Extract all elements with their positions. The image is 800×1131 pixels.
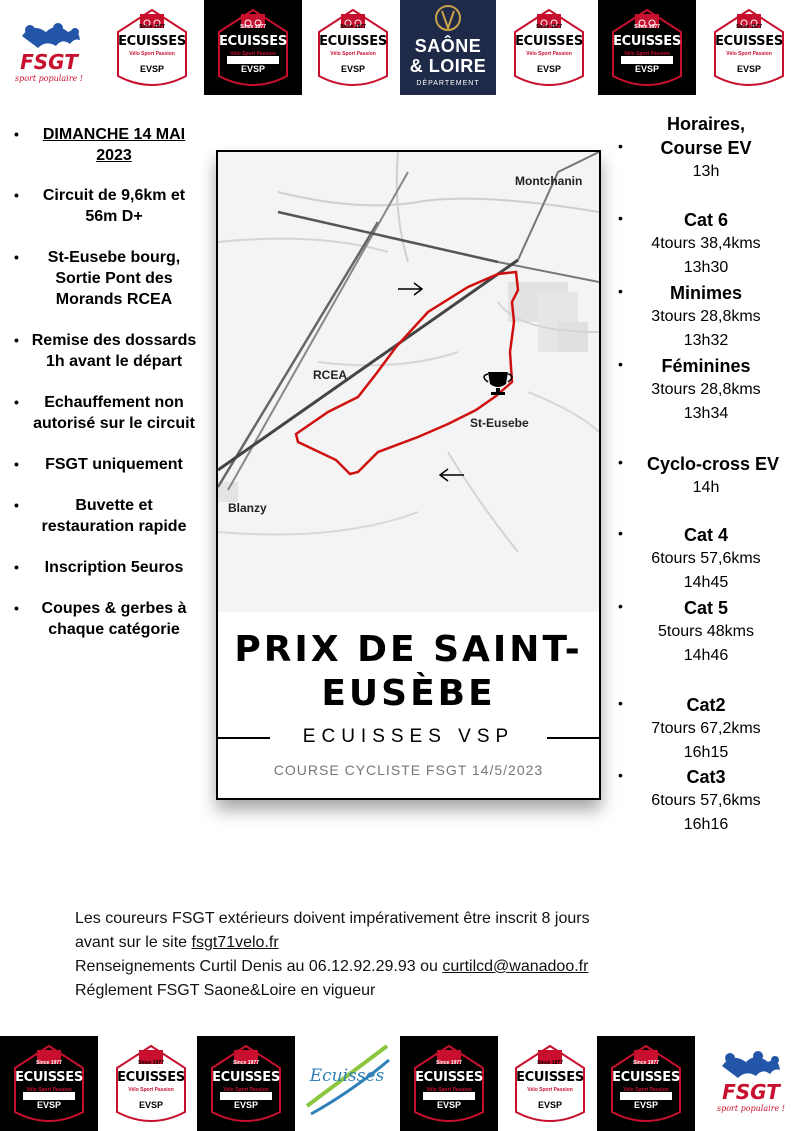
club-name: ECUISSES [212,1070,280,1085]
club-since: Since 1977 [233,1060,259,1066]
schedule-head: Cat 6 [683,210,728,230]
event-info-list [8,124,198,640]
club-name: ECUISSES [118,34,186,49]
club-name: ECUISSES [117,1070,185,1085]
schedule-time: 16h16 [683,816,729,833]
schedule-item: • Cyclo-cross EV 14h [612,452,800,500]
club-since: Since 1977 [536,24,562,30]
warmup-rule: • Echauffement non autorisé sur le circuit [8,392,198,434]
club-logo [597,1036,695,1131]
schedule-head: Minimes [669,283,743,303]
club-short: EVSP [233,1100,258,1110]
map-label-blanzy: Blanzy [228,501,267,515]
schedule-head: Cat 4 [683,525,728,545]
club-short: EVSP [537,1100,562,1110]
club-tag: Vélo Sport Passion [623,1087,669,1093]
club-tag: Vélo Sport Passion [129,51,175,57]
club-name: ECUISSES [219,34,287,49]
schedule-distance: 3tours 28,8kms [651,308,761,325]
bib-pickup: • Remise des dossards 1h avant le départ [8,330,198,372]
schedule-item: • Cat 6 4tours 38,4kms 13h30 [612,208,800,280]
prizes: • Coupes & gerbes à chaque catégorie [8,598,198,640]
club-logo [204,0,302,95]
club-tag: Vélo Sport Passion [426,1087,472,1093]
fsgt-only: • FSGT uniquement [8,454,198,475]
club-short: EVSP [240,64,265,74]
schedule-item: • Cat 4 6tours 57,6kms 14h45 [612,523,800,595]
circuit-info: • Circuit de 9,6km et 56m D+ [8,185,198,227]
fsgt-name: FSGT [20,50,78,74]
start-location: • St-Eusebe bourg, Sortie Pont des Morands RCEA [8,247,198,310]
refreshments: • Buvette et restauration rapide [8,495,198,537]
club-logo [700,0,798,95]
club-tag: Vélo Sport Passion [223,1087,269,1093]
club-since: Since 1977 [436,1060,462,1066]
club-logo [304,0,402,95]
schedule-head: Féminines [661,356,751,376]
info-line4: Réglement FSGT Saone&Loire en vigueur [75,982,376,999]
fsgt-logo [0,0,98,95]
club-name: ECUISSES [415,1070,483,1085]
map-label-rcea: RCEA [313,368,348,382]
club-name: ECUISSES [612,1070,680,1085]
club-short: EVSP [634,64,659,74]
dept-line3: DÉPARTEMENT [416,80,480,87]
schedule-time: 16h15 [683,744,729,761]
schedule-item: • Horaires, Course EV 13h [612,112,800,184]
club-name: ECUISSES [613,34,681,49]
info-line2 [75,931,735,955]
club-name: ECUISSES [15,1070,83,1085]
fsgt-slogan: sport populaire ! [14,74,84,83]
schedule-distance: 3tours 28,8kms [651,381,761,398]
schedule-time: 14h45 [683,574,729,591]
map-label-st-eusebe: St-Eusebe [470,416,529,430]
club-since: Since 1977 [138,1060,164,1066]
club-tag: Vélo Sport Passion [624,51,670,57]
club-since: Since 1977 [736,24,762,30]
schedule-item: • Cat 5 5tours 48kms 14h46 [612,596,800,668]
club-logo [501,1036,599,1131]
bottom-logo-row [0,1036,800,1131]
club-tag: Vélo Sport Passion [330,51,376,57]
club-short: EVSP [536,64,561,74]
club-tag: Vélo Sport Passion [726,51,772,57]
dept-line2: & LOIRE [409,56,487,76]
fsgt-logo [702,1036,800,1131]
email-link[interactable]: curtilcd@wanadoo.fr [442,958,589,975]
club-name: ECUISSES [715,34,783,49]
club-logo [103,0,201,95]
schedule-head: Cat 5 [683,598,728,618]
schedule-item: • Cat2 7tours 67,2kms 16h15 [612,693,800,765]
club-logo [400,1036,498,1131]
map-label-montchanin: Montchanin [515,174,583,188]
poster-rule-right [547,737,599,739]
schedule-distance: 6tours 57,6kms [651,792,761,809]
club-tag: Vélo Sport Passion [26,1087,72,1093]
club-since: Since 1977 [340,24,366,30]
fsgt-slogan: sport populaire ! [716,1104,786,1113]
info-line3 [75,955,735,979]
route-map [218,152,599,612]
schedule-head: Horaires, Course EV [660,114,752,158]
ecuisses-town-logo [297,1036,397,1131]
club-short: EVSP [139,64,164,74]
schedule-head: Cat2 [686,695,726,715]
schedule-distance: 4tours 38,4kms [651,235,761,252]
poster-footer: COURSE CYCLISTE FSGT 14/5/2023 [273,762,544,778]
fsgt-name: FSGT [722,1080,780,1104]
schedule-time: 13h30 [683,259,729,276]
race-poster [216,150,601,800]
club-tag: Vélo Sport Passion [527,1087,573,1093]
club-tag: Vélo Sport Passion [230,51,276,57]
site-link[interactable]: fsgt71velo.fr [191,934,279,951]
schedule-head: Cat3 [686,767,726,787]
club-tag: Vélo Sport Passion [526,51,572,57]
top-logo-row [0,0,800,95]
schedule-distance: 6tours 57,6kms [651,550,761,567]
poster-title [218,628,599,716]
info-line2-prefix: avant sur le site [75,934,192,951]
club-short: EVSP [736,64,761,74]
club-tag: Vélo Sport Passion [128,1087,174,1093]
club-since: Since 1977 [36,1060,62,1066]
registration-fee: • Inscription 5euros [8,557,198,578]
club-short: EVSP [138,1100,163,1110]
poster-subtitle: ECUISSES VSP [302,726,515,747]
schedule-time: 13h34 [683,405,729,422]
club-name: ECUISSES [516,1070,584,1085]
schedule-time: 13h [692,163,720,180]
club-short: EVSP [340,64,365,74]
schedule-distance: 5tours 48kms [657,623,755,640]
schedule-time: 14h [692,479,720,496]
event-date: • DIMANCHE 14 MAI 2023 [8,124,198,166]
schedule-head: Cyclo-cross EV [646,454,780,474]
club-short: EVSP [633,1100,658,1110]
club-logo [197,1036,295,1131]
poster-title-line2: EUSÈBE [321,673,496,714]
schedule-time: 14h46 [683,647,729,664]
schedule-item: • Minimes 3tours 28,8kms 13h32 [612,281,800,353]
club-short: EVSP [436,1100,461,1110]
info-line1: Les coureurs FSGT extérieurs doivent impérativement être inscrit 8 jours [75,910,590,927]
club-logo [598,0,696,95]
schedule-item: • Cat3 6tours 57,6kms 16h16 [612,765,800,837]
club-name: ECUISSES [515,34,583,49]
club-name: ECUISSES [319,34,387,49]
schedule-item: • Féminines 3tours 28,8kms 13h34 [612,354,800,426]
info-line3-prefix: Renseignements Curtil Denis au 06.12.92.29.93 ou [75,958,443,975]
town-logo-text: Ecuisses [309,1066,385,1086]
poster-title-line1: PRIX DE SAINT- [234,629,583,670]
club-since: Since 1977 [537,1060,563,1066]
club-logo [102,1036,200,1131]
schedule-distance: 7tours 67,2kms [651,720,761,737]
registration-info [75,907,735,1003]
club-since: Since 1977 [634,24,660,30]
dept-emblem-icon [433,2,463,34]
schedule-time: 13h32 [683,332,729,349]
club-logo [0,1036,98,1131]
dept-line1: SAÔNE [414,36,482,56]
club-since: Since 1977 [633,1060,659,1066]
club-since: Since 1977 [240,24,266,30]
club-logo [500,0,598,95]
club-since: Since 1977 [139,24,165,30]
club-short: EVSP [36,1100,61,1110]
saone-loire-logo [400,0,496,95]
